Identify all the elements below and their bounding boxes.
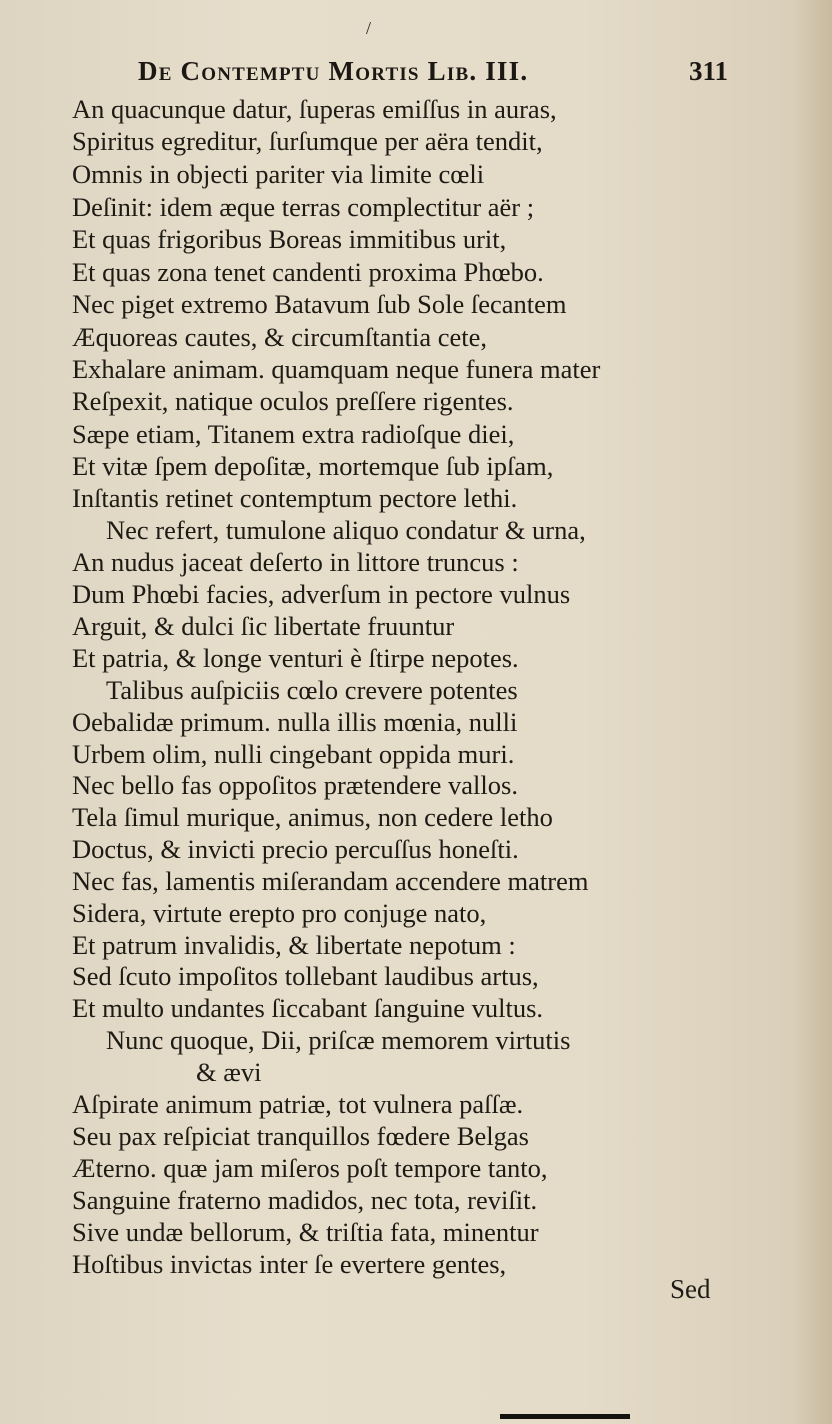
page-edge-shadow bbox=[792, 0, 832, 1424]
verse-line: Nec refert, tumulone aliquo condatur & urna, bbox=[106, 515, 586, 545]
verse-line: Dum Phœbi facies, adverſum in pectore vulnus bbox=[72, 579, 571, 609]
verse-line: Et multo undantes ſiccabant ſanguine vultus. bbox=[72, 993, 544, 1023]
page-header bbox=[138, 56, 728, 92]
verse-line: Talibus auſpiciis cœlo crevere potentes bbox=[106, 675, 518, 705]
page-number: 311 bbox=[688, 56, 728, 86]
verse-line: Nec piget extremo Batavum ſub Sole ſecantem bbox=[72, 289, 567, 319]
verse-line: Hoſtibus invictas inter ſe evertere gentes, bbox=[72, 1249, 507, 1279]
verse-line: Doctus, & invicti precio percuſſus honeſti. bbox=[72, 834, 519, 864]
top-tick-mark: / bbox=[366, 18, 372, 38]
verse-line: Inſtantis retinet contemptum pectore lethi. bbox=[72, 483, 518, 513]
verse-line: Sive undæ bellorum, & triſtia fata, minentur bbox=[72, 1217, 539, 1247]
verse-line: Et patrum invalidis, & libertate nepotum : bbox=[72, 930, 516, 960]
verse-line: Sed ſcuto impoſitos tollebant laudibus artus, bbox=[72, 961, 539, 991]
verse-line: Seu pax reſpiciat tranquillos fœdere Belgas bbox=[72, 1121, 529, 1151]
catchword: Sed bbox=[670, 1274, 711, 1304]
verse-line: Tela ſimul murique, animus, non cedere letho bbox=[72, 802, 553, 832]
verse-line: Æterno. quæ jam miſeros poſt tempore tanto, bbox=[72, 1153, 548, 1183]
verse-line: Arguit, & dulci ſic libertate fruuntur bbox=[72, 611, 455, 641]
verse-line: Nunc quoque, Dii, priſcæ memorem virtutis bbox=[106, 1025, 571, 1055]
verse-line: Reſpexit, natique oculos preſſere rigentes. bbox=[72, 386, 514, 416]
verse-line: Et quas frigoribus Boreas immitibus urit, bbox=[72, 224, 507, 254]
bottom-binding-rule bbox=[500, 1414, 630, 1419]
verse-line: Æquoreas cautes, & circumſtantia cete, bbox=[72, 322, 487, 352]
verse-line: Et quas zona tenet candenti proxima Phœbo. bbox=[72, 257, 544, 287]
verse-line: Nec bello fas oppoſitos prætendere vallos. bbox=[72, 770, 518, 800]
verse-line: Oebalidæ primum. nulla illis mœnia, nulli bbox=[72, 707, 518, 737]
verse-line: Spiritus egreditur, ſurſumque per aëra tendit, bbox=[72, 126, 543, 156]
verse-line: Et patria, & longe venturi è ſtirpe nepotes. bbox=[72, 643, 519, 673]
verse-line: An quacunque datur, ſuperas emiſſus in auras, bbox=[72, 94, 557, 124]
verse-line: Aſpirate animum patriæ, tot vulnera paſſæ. bbox=[72, 1089, 524, 1119]
verse-line: An nudus jaceat deſerto in littore truncus : bbox=[72, 547, 519, 577]
verse-line: Exhalare animam. quamquam neque funera mater bbox=[72, 354, 601, 384]
verse-line: Sæpe etiam, Titanem extra radioſque diei, bbox=[72, 419, 515, 449]
verse-line: Nec fas, lamentis miſerandam accendere matrem bbox=[72, 866, 589, 896]
verse-line: Urbem olim, nulli cingebant oppida muri. bbox=[72, 739, 515, 769]
verse-line: Deſinit: idem æque terras complectitur aër ; bbox=[72, 192, 535, 222]
verse-line: Sidera, virtute erepto pro conjuge nato, bbox=[72, 898, 487, 928]
running-title: De Contemptu Mortis Lib. III. bbox=[138, 56, 529, 86]
verse-line-continuation: & ævi bbox=[196, 1057, 262, 1087]
verse-line: Sanguine fraterno madidos, nec tota, reviſit. bbox=[72, 1185, 538, 1215]
verse-line: Et vitæ ſpem depoſitæ, mortemque ſub ipſam, bbox=[72, 451, 554, 481]
verse-line: Omnis in objecti pariter via limite cœli bbox=[72, 159, 485, 189]
